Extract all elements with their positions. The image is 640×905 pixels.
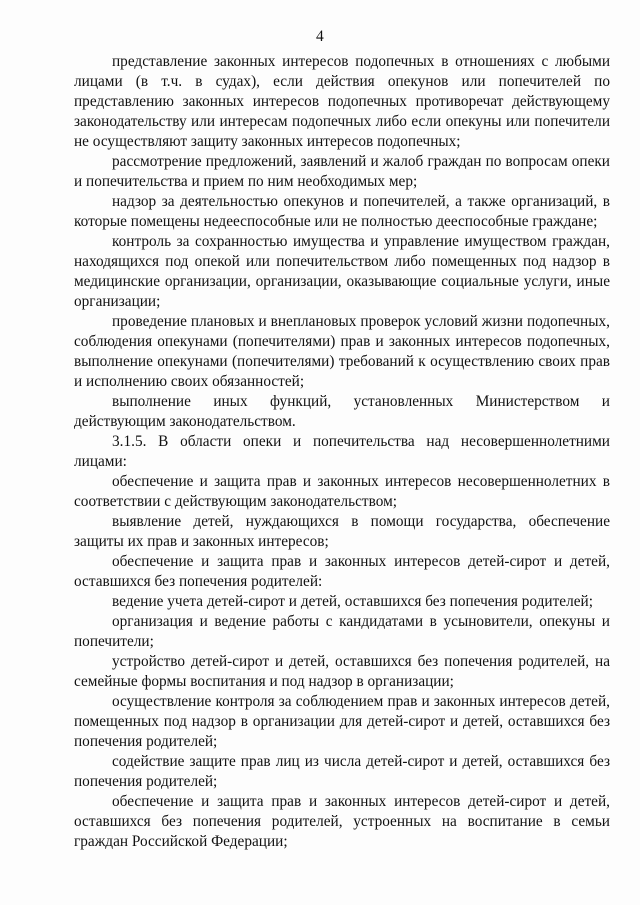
paragraph-identification-of-children: выявление детей, нуждающихся в помощи государства, обеспечение защиты их прав и законных интересов;: [74, 513, 610, 550]
paragraph-review-of-complaints: рассмотрение предложений, заявлений и жалоб граждан по вопросам опеки и попечительства и прием по ним необходимых мер;: [74, 153, 610, 190]
paragraph-orphans-rights-protection: обеспечение и защита прав и законных интересов детей-сирот и детей, оставшихся без попечения родителей:: [74, 553, 610, 590]
paragraph-inspections: проведение плановых и внеплановых проверок условий жизни подопечных, соблюдения опекунами (попечителями) прав и законных интересов подопечных, выполнение опекунами (попечителями) требований к осуществлению своих прав и исполнению своих обязанностей;: [74, 313, 610, 390]
section-heading-3-1-5: 3.1.5. В области опеки и попечительства над несовершеннолетними лицами:: [74, 433, 610, 470]
paragraph-representation-of-interests: представление законных интересов подопечных в отношениях с любыми лицами (в т.ч. в судах), если действия опекунов или попечителей по представлению законных интересов подопечных противоречат действующему законодательству или интересам подопечных либо если опекуны или попечители не осуществляют защиту законных интересов подопечных;: [74, 53, 610, 150]
paragraph-other-functions: выполнение иных функций, установленных Министерством и действующим законодательством.: [74, 393, 610, 430]
paragraph-assistance-former-orphans: содействие защите прав лиц из числа детей-сирот и детей, оставшихся без попечения родителей;: [74, 753, 610, 790]
page-number: 4: [316, 28, 324, 45]
paragraph-minors-rights-protection: обеспечение и защита прав и законных интересов несовершеннолетних в соответствии с действующим законодательством;: [74, 473, 610, 510]
paragraph-control-of-rights-in-organizations: осуществление контроля за соблюдением прав и законных интересов детей, помещенных под надзор в организации для детей-сирот и детей, оставшихся без попечения родителей;: [74, 693, 610, 750]
paragraph-orphans-registry: ведение учета детей-сирот и детей, оставшихся без попечения родителей;: [112, 593, 593, 610]
document-body: [74, 52, 610, 852]
paragraph-adoption-candidates: организация и ведение работы с кандидатами в усыновители, опекуны и попечители;: [74, 613, 610, 650]
paragraph-orphans-in-families: обеспечение и защита прав и законных интересов детей-сирот и детей, оставшихся без попечения родителей, устроенных на воспитание в семьи граждан Российской Федерации;: [74, 793, 610, 850]
paragraph-supervision-of-guardians: надзор за деятельностью опекунов и попечителей, а также организаций, в которые помещены недееспособные или не полностью дееспособные граждане;: [74, 193, 610, 230]
paragraph-placement-of-orphans: устройство детей-сирот и детей, оставшихся без попечения родителей, на семейные формы воспитания и под надзор в организации;: [74, 653, 610, 690]
paragraph-property-control: контроль за сохранностью имущества и управление имуществом граждан, находящихся под опекой или попечительством либо помещенных под надзор в медицинские организации, организации, оказывающие социальные услуги, иные организации;: [74, 233, 610, 310]
